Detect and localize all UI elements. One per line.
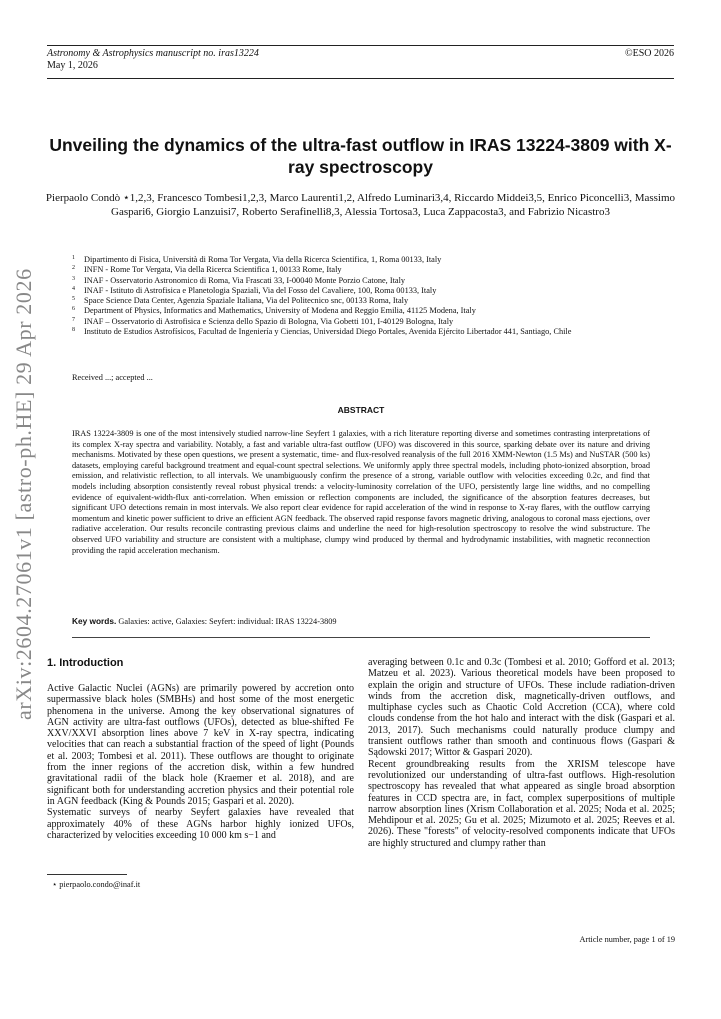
paragraph: averaging between 0.1c and 0.3c (Tombesi et al. 2010; Gofford et al. 2013; Matzeu et al. 2023). Various theoretical models have been proposed to explain the origin and structure of UFOs. These include radiation-driven winds from the accretion disk, magnetically-driven outflows, and multiphase cycles such as Chaotic Cold Accretion (CCA), where cold clouds condense from the hot halo and interact with the disk (Gaspari et al. 2013, 2017). Such mechanisms could naturally produce clumpy and transient outflows rather than smooth and continuous flows (Gaspari & Sądowski 2017; Wittor & Gaspari 2020). bbox=[368, 657, 675, 759]
abstract-text: IRAS 13224-3809 is one of the most intensively studied narrow-line Seyfert 1 galaxies, with a rich literature reporting diverse and sometimes contrasting interpretations of its complex X-ray spectra and variability. Notably, a fast and variable ultra-fast outflow (UFO) was discovered in this source, sparking debate over its nature and driving mechanisms. Motivated by these open questions, we present a systematic, time- and flux-resolved reanalysis of the full 2016 XMM-Newton (1.5 Ms) and NuSTAR (500 ks) datasets, employing careful background treatment and equal-count spectral selections. We uniformly apply three spectral models, including photo-ionized absorption, broad emission, and relativistic reflection, to all intervals. We unambiguously confirm the presence of a strong, variable outflow with velocities exceeding 0.2c, and find that models including absorption consistently reveal robust physical trends: a velocity-luminosity correlation of the UFO, persistently large line widths, and no compelling evidence of equivalent-width-flux anti-correlation. When emission or reflection components are included, the significance of the absorption features decreases, but significant UFO detections remain in most intervals. We also report clear evidence for rapid acceleration of the wind in response to X-ray flares, with the outflow carrying momentum and kinetic power sufficient to drive an efficient AGN feedback. The observed rapid response favors magnetic driving, analogous to coronal mass ejections, over radiative acceleration. Our results reconcile contrasting previous claims and underline the need for high-resolution spectroscopy to resolve the wind substructure. The observed UFO variability and structure are consistent with a multiphase, clumpy wind produced by thermal and hydrodynamic instabilities, with magnetic reconnection providing the rapid acceleration mechanism. bbox=[72, 429, 650, 555]
header-left bbox=[47, 48, 259, 72]
abstract-heading: ABSTRACT bbox=[337, 405, 385, 415]
affiliation-item: 8 Instituto de Estudios Astrofísicos, Facultad de Ingeniería y Ciencias, Universidad Diego Portales, Avenida Ejército Libertador 441, Santiago, Chile bbox=[72, 327, 572, 337]
affiliation-item: 5 Space Science Data Center, Agenzia Spaziale Italiana, Via del Politecnico snc, 00133 Roma, Italy bbox=[72, 296, 409, 306]
affiliation-item: 4 INAF - Istituto di Astrofisica e Planetologia Spaziali, Via del Fosso del Cavaliere, 100, Roma 00133, Italy bbox=[72, 285, 437, 295]
manuscript-header bbox=[47, 45, 674, 71]
footnote: ⋆ pierpaolo.condo@inaf.it bbox=[52, 880, 141, 889]
received-line: Received ...; accepted ... bbox=[72, 373, 153, 382]
journal-line: Astronomy & Astrophysics manuscript no. iras13224 bbox=[47, 48, 259, 59]
keywords bbox=[72, 616, 650, 626]
affiliation-item: 2 INFN - Rome Tor Vergata, Via della Ricerca Scientifica 1, 00133 Rome, Italy bbox=[72, 265, 342, 275]
keywords-label: Key words. bbox=[72, 616, 117, 626]
arxiv-stamp[interactable]: arXiv:2604.27061v1 [astro-ph.HE] 29 Apr 2026 bbox=[11, 268, 36, 720]
affiliation-item: 7 INAF – Osservatorio di Astrofisica e Scienza dello Spazio di Bologna, Via Gobetti 101, I-40129 Bologna, Italy bbox=[72, 316, 454, 326]
page-footer: Article number, page 1 of 19 bbox=[579, 935, 675, 944]
date-line: May 1, 2026 bbox=[47, 60, 98, 71]
affiliation-item: 1 Dipartimento di Fisica, Università di Roma Tor Vergata, Via della Ricerca Scientifica, 1, Roma 00133, Italy bbox=[72, 255, 442, 264]
paragraph: Active Galactic Nuclei (AGNs) are primarily powered by accretion onto supermassive black holes (SMBHs) and host some of the most energetic phenomena in the universe. Among the key observational signatures of AGN activity are ultra-fast outflows (UFOs), detected as blue-shifted Fe XXV/XXVI absorption lines above 7 keV in X-ray spectra, indicating velocities that can reach a substantial fraction of the speed of light (Pounds et al. 2003; Tombesi et al. 2011). These outflows are thought to originate from the inner regions of the accretion disk, within a few hundred gravitational radii of the black hole (Kraemer et al. 2018), and are significant both for understanding accretion physics and their potential role in AGN feedback (King & Pounds 2015; Gaspari et al. 2020). bbox=[47, 683, 354, 807]
paragraph: Systematic surveys of nearby Seyfert galaxies have revealed that approximately 40% of these AGNs harbor highly ionized UFOs, characterized by velocities exceeding 10 000 km s−1 and bbox=[47, 807, 354, 841]
affiliation-item: 3 INAF - Osservatorio Astronomico di Roma, Via Frascati 33, I-00040 Monte Porzio Catone, Italy bbox=[72, 275, 406, 285]
keywords-rule bbox=[72, 637, 650, 638]
footnote-rule bbox=[47, 874, 127, 875]
paragraph: Recent groundbreaking results from the XRISM telescope have revolutionized our understanding of ultra-fast outflows. High-resolution spectroscopy has revealed that what appeared as single broad absorption features in CCD spectra are, in fact, complex superpositions of multiple narrow absorption lines (Xrism Collaboration et al. 2025; Noda et al. 2025; Mehdipour et al. 2025; Gu et al. 2025; Mizumoto et al. 2025; Reeves et al. 2026). These "forests" of velocity-resolved components indicate that UFOs are highly structured and clumpy rather than bbox=[368, 758, 675, 849]
author-list: Pierpaolo Condò ⋆1,2,3, Francesco Tombesi1,2,3, Marco Laurenti1,2, Alfredo Luminari3,4, Riccardo Middei3,5, Enrico Piconcelli3, Massimo Gaspari6, Giorgio Lanzuisi7, Roberto Serafinelli8,3, Alessia Tortosa3, Luca Zappacosta3, and Fabrizio Nicastro3 bbox=[45, 192, 676, 218]
copyright: ©ESO 2026 bbox=[625, 48, 674, 59]
affiliation-item: 6 Department of Physics, Informatics and Mathematics, University of Modena and Reggio Emilia, 41125 Modena, Italy bbox=[72, 306, 476, 316]
left-column bbox=[47, 683, 354, 841]
affiliations bbox=[72, 255, 672, 337]
right-column bbox=[368, 657, 675, 849]
keywords-text: Galaxies: active, Galaxies: Seyfert: individual: IRAS 13224-3809 bbox=[118, 617, 337, 626]
paper-title: Unveiling the dynamics of the ultra-fast outflow in IRAS 13224-3809 with X-ray spectroscopy bbox=[49, 135, 672, 177]
section-heading: 1. Introduction bbox=[47, 657, 124, 669]
header-rule bbox=[47, 78, 674, 79]
